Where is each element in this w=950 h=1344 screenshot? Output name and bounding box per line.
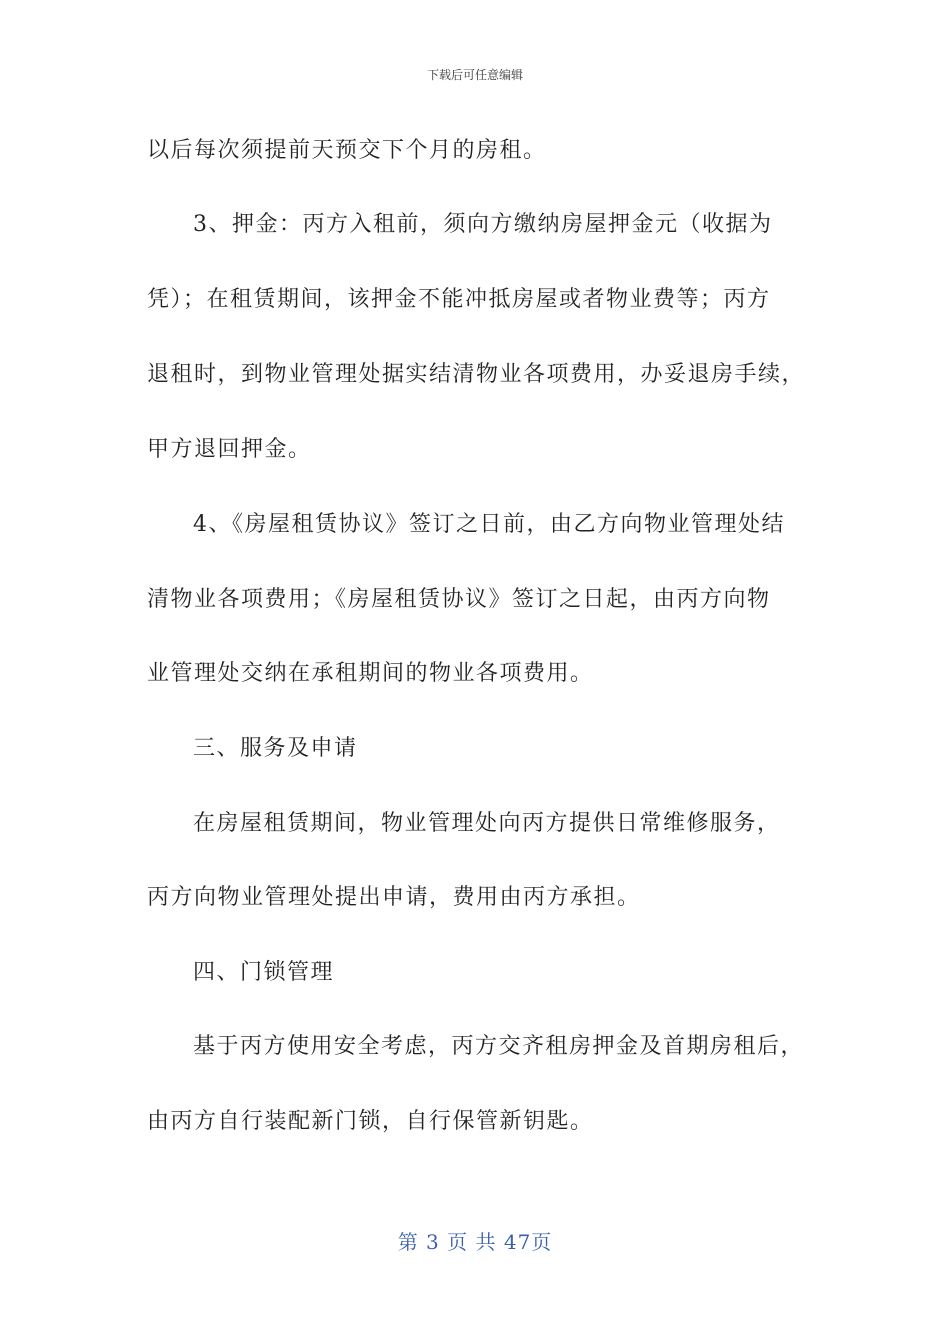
paragraph-line: 丙方向物业管理处提出申请，费用由丙方承担。 [147,885,641,910]
paragraph-line: 退租时，到物业管理处据实结清物业各项费用，办妥退房手续， [147,362,806,387]
paragraph-line: 甲方退回押金。 [147,437,312,462]
section-heading: 四、门锁管理 [193,960,335,985]
paragraph-line: 业管理处交纳在承租期间的物业各项费用。 [147,661,594,686]
paragraph-line: 以后每次须提前天预交下个月的房租。 [147,138,547,163]
paragraph-line: 基于丙方使用安全考虑，丙方交齐租房押金及首期房租后， [193,1034,805,1059]
page-number: 第 3 页 共 47页 [397,1230,553,1254]
paragraph-line: 由丙方自行装配新门锁，自行保管新钥匙。 [147,1109,594,1134]
paragraph-line: 清物业各项费用；《房屋租赁协议》签订之日起，由丙方向物 [147,587,771,612]
paragraph-line: 3、押金：丙方入租前，须向方缴纳房屋押金元（收据为 [193,212,773,237]
paragraph-line: 在房屋租赁期间，物业管理处向丙方提供日常维修服务， [193,811,781,836]
paragraph-line: 凭）；在租赁期间，该押金不能冲抵房屋或者物业费等；丙方 [147,287,771,312]
section-heading: 三、服务及申请 [193,736,358,761]
header-note: 下载后可任意编辑 [426,68,523,82]
paragraph-line: 4、《房屋租赁协议》签订之日前，由乙方向物业管理处结 [193,512,785,537]
